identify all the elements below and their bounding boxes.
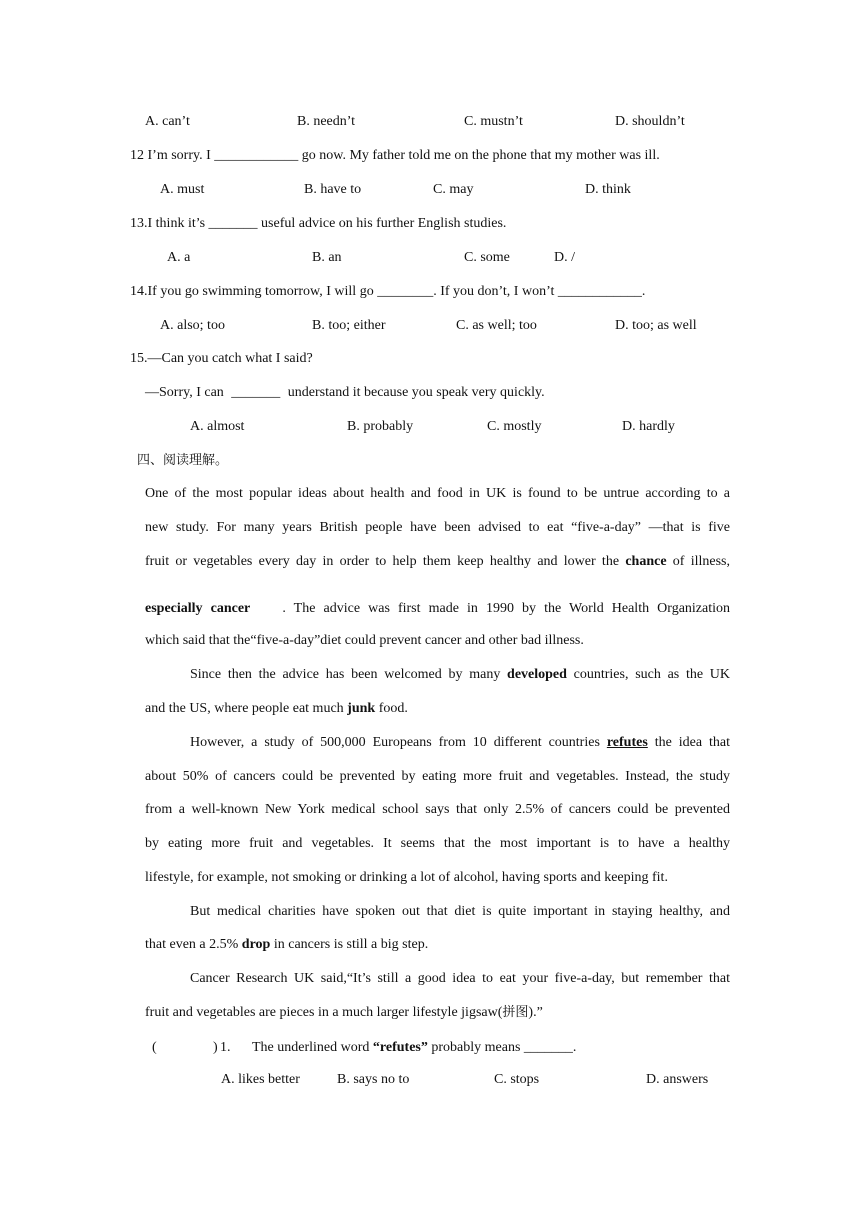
- passage-bold-word-developed: developed: [507, 667, 567, 682]
- passage-text: ).”: [528, 1005, 543, 1020]
- passage-line: [145, 700, 408, 718]
- passage-text: fruit or vegetables every day in order to help them keep healthy and lower the: [145, 554, 620, 569]
- q12-option-d: D. think: [585, 182, 631, 197]
- answer-paren-open: (: [152, 1040, 157, 1055]
- q12-option-b: B. have to: [304, 182, 362, 197]
- reading-section-heading: 四、阅读理解。: [137, 453, 229, 468]
- rq1-option-c: C. stops: [494, 1072, 540, 1087]
- passage-text: countries, such as the UK: [573, 667, 730, 682]
- q15-option-b: B. probably: [347, 419, 414, 434]
- passage-line: [145, 553, 730, 571]
- passage-line: [145, 936, 428, 954]
- passage-line: [145, 1004, 543, 1022]
- q14-option-b: B. too; either: [312, 318, 386, 333]
- passage-text: that even a 2.5%: [145, 937, 239, 952]
- answer-paren-close: ): [213, 1040, 218, 1055]
- rq1-option-b: B. says no to: [337, 1072, 410, 1087]
- q15-blank: _______: [231, 385, 281, 400]
- q15-option-c: C. mostly: [487, 419, 542, 434]
- passage-line: [145, 600, 730, 618]
- passage-line: One of the most popular ideas about health and food in UK is found to be untrue according to a: [145, 486, 730, 501]
- passage-line: [190, 666, 730, 684]
- stem-bold-word: “refutes”: [372, 1040, 428, 1055]
- passage-line: Cancer Research UK said,“It’s still a good idea to eat your five-a-day, but remember that: [190, 971, 730, 986]
- q13-option-c: C. some: [464, 250, 510, 265]
- question-number: 1.: [220, 1040, 231, 1055]
- passage-text: the idea that: [654, 735, 731, 750]
- passage-text: and the US, where people eat much: [145, 701, 344, 716]
- passage-line: from a well-known New York medical school says that only 2.5% of cancers could be prevented: [145, 802, 730, 817]
- rq1-option-a: A. likes better: [221, 1072, 300, 1087]
- q11-option-d: D. shouldn’t: [615, 114, 685, 129]
- q12-option-a: A. must: [160, 182, 205, 197]
- stem-text: probably means _______.: [431, 1040, 577, 1055]
- q11-option-c: C. mustn’t: [464, 114, 523, 129]
- q15-option-d: D. hardly: [622, 419, 675, 434]
- passage-line: new study. For many years British people have been advised to eat “five-a-day” —that is five: [145, 520, 730, 535]
- q15-response: [145, 384, 545, 402]
- q13-option-a: A. a: [167, 250, 191, 265]
- question-stem: [252, 1039, 576, 1057]
- q12-stem: 12 I’m sorry. I ____________ go now. My father told me on the phone that my mother was ill.: [130, 148, 660, 163]
- q15-response-end: understand it because you speak very quickly.: [287, 385, 545, 400]
- q14-option-c: C. as well; too: [456, 318, 537, 333]
- q12-option-c: C. may: [433, 182, 474, 197]
- rq1-option-d: D. answers: [646, 1072, 709, 1087]
- passage-line: about 50% of cancers could be prevented by eating more fruit and vegetables. Instead, the study: [145, 769, 730, 784]
- passage-line: [190, 734, 730, 752]
- passage-bold-word-chance: chance: [625, 554, 667, 569]
- passage-text: However, a study of 500,000 Europeans from 10 different countries: [190, 735, 600, 750]
- passage-cjk-gloss: 拼图: [502, 1005, 529, 1020]
- q13-option-b: B. an: [312, 250, 342, 265]
- passage-line: lifestyle, for example, not smoking or drinking a lot of alcohol, having sports and keeping fit.: [145, 870, 668, 885]
- passage-text: fruit and vegetables are pieces in a much larger lifestyle jigsaw(: [145, 1005, 503, 1020]
- passage-text: in cancers is still a big step.: [273, 937, 429, 952]
- passage-line: by eating more fruit and vegetables. It seems that the most important is to have a healthy: [145, 836, 730, 851]
- stem-text: The underlined word: [252, 1040, 370, 1055]
- q15-option-a: A. almost: [190, 419, 245, 434]
- passage-text: . The advice was first made in 1990 by the World Health Organization: [282, 601, 730, 616]
- q14-option-a: A. also; too: [160, 318, 225, 333]
- q11-option-b: B. needn’t: [297, 114, 356, 129]
- passage-underlined-word-refutes: refutes: [606, 735, 648, 750]
- passage-text: of illness,: [672, 554, 730, 569]
- q13-option-d: D. /: [554, 250, 575, 265]
- q14-option-d: D. too; as well: [615, 318, 697, 333]
- passage-line: which said that the“five-a-day”diet could prevent cancer and other bad illness.: [145, 633, 584, 648]
- passage-text: food.: [378, 701, 408, 716]
- passage-bold-especially-cancer: especially cancer: [145, 601, 251, 616]
- passage-text: Since then the advice has been welcomed by many: [190, 667, 501, 682]
- q11-option-a: A. can’t: [145, 114, 190, 129]
- q15-response-start: ―Sorry, I can: [145, 385, 224, 400]
- q14-stem: 14.If you go swimming tomorrow, I will go ________. If you don’t, I won’t ____________.: [130, 284, 646, 299]
- passage-bold-word-junk: junk: [347, 701, 376, 716]
- q13-stem: 13.I think it’s _______ useful advice on his further English studies.: [130, 216, 507, 231]
- passage-line: But medical charities have spoken out that diet is quite important in staying healthy, and: [190, 904, 730, 919]
- q15-stem: 15.―Can you catch what I said?: [130, 351, 313, 366]
- passage-bold-word-drop: drop: [241, 937, 271, 952]
